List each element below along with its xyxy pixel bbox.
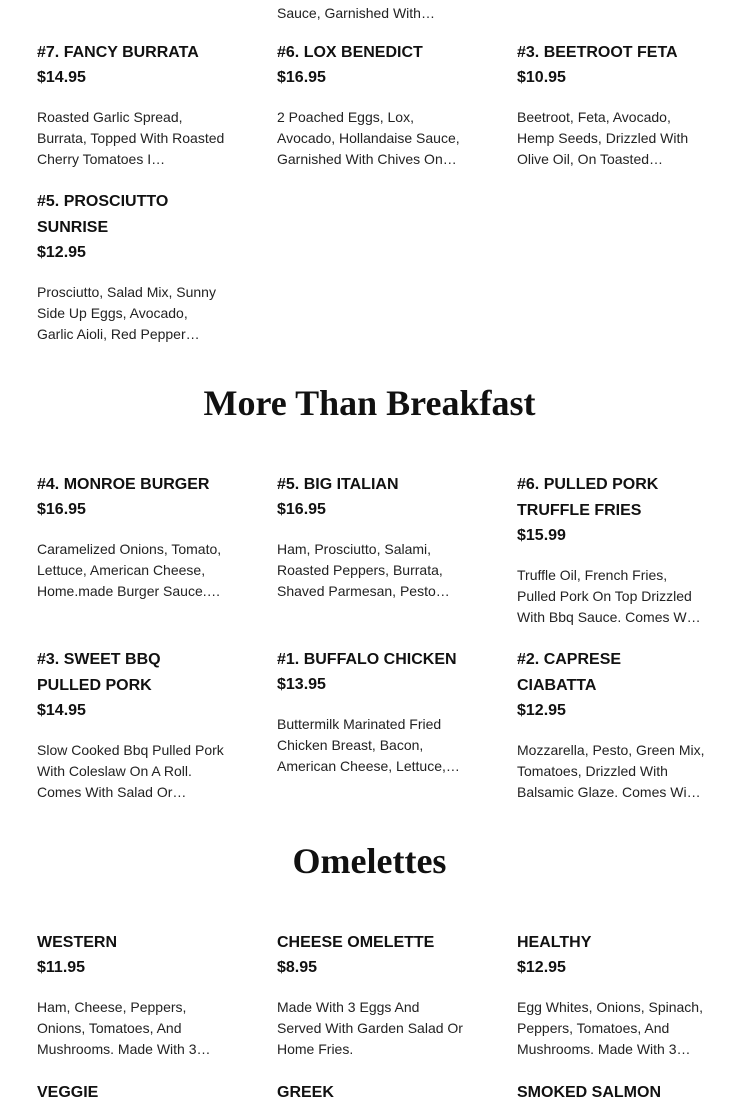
menu-item[interactable] — [37, 930, 227, 1060]
menu-item-name: VEGGIE — [37, 1084, 99, 1101]
menu-item-description: Truffle Oil, French Fries, Pulled Pork On Top Drizzled With Bbq Sauce. Comes W… — [517, 567, 701, 625]
menu-item-description: Caramelized Onions, Tomato, Lettuce, American Cheese, Home.made Burger Sauce.… — [37, 541, 222, 599]
menu-item-price: $14.95 — [37, 69, 86, 86]
menu-item-name: HEALTHY — [517, 934, 592, 951]
menu-item[interactable] — [37, 40, 227, 170]
menu-item-price: $16.95 — [37, 501, 86, 518]
menu-item-name: GREEK — [277, 1084, 334, 1101]
menu-item-name: #6. LOX BENEDICT — [277, 44, 423, 61]
menu-item-name: #1. BUFFALO CHICKEN — [277, 651, 457, 668]
menu-item[interactable] — [517, 930, 707, 1060]
menu-item-name: #4. MONROE BURGER — [37, 476, 210, 493]
menu-item[interactable] — [517, 1080, 707, 1104]
menu-item-price: $13.95 — [277, 676, 326, 693]
menu-item-description: 2 Poached Eggs, Lox, Avocado, Hollandaise Sauce, Garnished With Chives On… — [277, 109, 460, 167]
menu-item[interactable] — [37, 472, 227, 602]
menu-item[interactable] — [277, 472, 467, 602]
menu-item-price: $16.95 — [277, 501, 326, 518]
menu-item-price: $16.95 — [277, 69, 326, 86]
menu-item-name: #5. BIG ITALIAN — [277, 476, 399, 493]
menu-item-price: $12.95 — [517, 959, 566, 976]
menu-item[interactable] — [277, 40, 467, 170]
menu-item-name: #5. PROSCIUTTO SUNRISE — [37, 193, 169, 236]
menu-item-price: $15.99 — [517, 527, 566, 544]
menu-item-description: Mozzarella, Pesto, Green Mix, Tomatoes, Drizzled With Balsamic Glaze. Comes Wi… — [517, 742, 705, 800]
menu-item-description: Made With 3 Eggs And Served With Garden Salad Or Home Fries. — [277, 999, 463, 1057]
menu-item-name: #7. FANCY BURRATA — [37, 44, 199, 61]
menu-item[interactable] — [517, 647, 707, 803]
menu-item-description: Ham, Prosciutto, Salami, Roasted Peppers, Burrata, Shaved Parmesan, Pesto… — [277, 541, 450, 599]
menu-item-name: #2. CAPRESE CIABATTA — [517, 651, 622, 694]
menu-item[interactable] — [37, 647, 227, 803]
menu-item-description: Buttermilk Marinated Fried Chicken Breast, Bacon, American Cheese, Lettuce,… — [277, 716, 460, 774]
menu-item-description: Sauce, Garnished With… — [277, 5, 435, 21]
menu-item-name: #6. PULLED PORK TRUFFLE FRIES — [517, 476, 659, 519]
menu-item-price: $12.95 — [517, 702, 566, 719]
section-title: More Than Breakfast — [203, 383, 536, 423]
menu-item-price: $12.95 — [37, 244, 86, 261]
menu-item-description: Ham, Cheese, Peppers, Onions, Tomatoes, And Mushrooms. Made With 3… — [37, 999, 211, 1057]
menu-item[interactable] — [37, 1080, 227, 1104]
menu-item-name: WESTERN — [37, 934, 117, 951]
menu-item-description: Roasted Garlic Spread, Burrata, Topped With Roasted Cherry Tomatoes I… — [37, 109, 225, 167]
menu-item-description: Beetroot, Feta, Avocado, Hemp Seeds, Drizzled With Olive Oil, On Toasted… — [517, 109, 689, 167]
menu-item-name: #3. SWEET BBQ PULLED PORK — [37, 651, 161, 694]
menu-item-description: Slow Cooked Bbq Pulled Pork With Coleslaw On A Roll. Comes With Salad Or… — [37, 742, 224, 800]
menu-item-price: $8.95 — [277, 959, 318, 976]
menu-item[interactable] — [277, 647, 467, 777]
menu-item-name: #3. BEETROOT FETA — [517, 44, 678, 61]
menu-item-description: Prosciutto, Salad Mix, Sunny Side Up Eggs, Avocado, Garlic Aioli, Red Pepper… — [37, 284, 216, 342]
menu-item[interactable] — [517, 40, 707, 170]
menu-item[interactable] — [277, 1080, 467, 1104]
menu-item-price: $11.95 — [37, 959, 86, 976]
menu-item-name: CHEESE OMELETTE — [277, 934, 435, 951]
section-title: Omelettes — [292, 841, 447, 881]
menu-item-description: Egg Whites, Onions, Spinach, Peppers, Tomatoes, And Mushrooms. Made With 3… — [517, 999, 703, 1057]
menu-item[interactable] — [277, 930, 467, 1060]
menu-item[interactable] — [37, 189, 227, 345]
menu-item-name: SMOKED SALMON — [517, 1084, 661, 1101]
menu-item-price: $14.95 — [37, 702, 86, 719]
menu-item[interactable] — [517, 472, 707, 628]
menu-item-price: $10.95 — [517, 69, 566, 86]
